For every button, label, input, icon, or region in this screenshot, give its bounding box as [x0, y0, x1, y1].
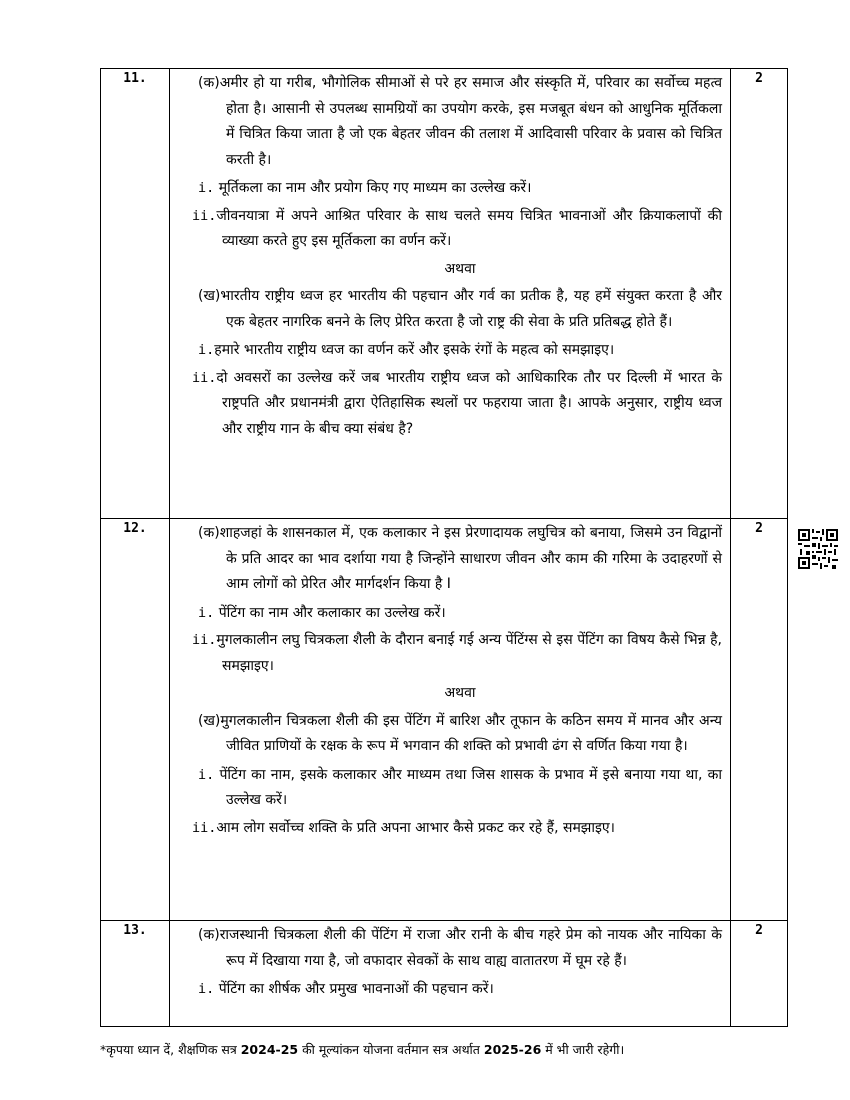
option-a-label: (क): [198, 927, 220, 943]
option-a-text: अमीर हो या गरीब, भौगोलिक सीमाओं से परे हर समाज और संस्कृति में, परिवार का सर्वोच्च महत्व होता है। आसानी से उपलब्ध सामग्रियों का उपयोग करके, इस मजबूत बंधन को आधुनिक मूर्तिकला में चित्रित किया जाता है जो एक बेहतर जीवन की तलाश में आदिवासी परिवार के प्रवास को चित्रित करती है।: [219, 75, 722, 168]
sub-text: आम लोग सर्वोच्च शक्ति के प्रति अपना आभार कैसे प्रकट कर रहे हैं, समझाइए।: [216, 819, 615, 836]
footer-session-next: 2025-26: [483, 1042, 542, 1057]
question-body: [170, 519, 731, 921]
sub-question-ii: [192, 816, 722, 842]
footer-session-current: 2024-25: [240, 1042, 299, 1057]
qr-code-icon: [798, 529, 838, 569]
footer-suffix: में भी जारी रहेगी।: [541, 1042, 625, 1057]
question-number: 11.: [101, 69, 170, 519]
sub-text: हमारे भारतीय राष्ट्रीय ध्वज का वर्णन करें और इसके रंगों के महत्व को समझाइए।: [214, 342, 615, 358]
sub-text: मुगलकालीन लघु चित्रकला शैली के दौरान बनाई गई अन्य पेंटिंग्स से इस पेंटिंग का विषय कैसे भिन्न है, समझाइए।: [216, 632, 722, 674]
option-a: [198, 923, 722, 974]
option-b-text: भारतीय राष्ट्रीय ध्वज हर भारतीय की पहचान और गर्व का प्रतीक है, यह हमें संयुक्त करता है और एक बेहतर नागरिक बनने के लिए प्रेरित करता है जो राष्ट्र की सेवा के प्रति प्रतिबद्ध होते हैं।: [220, 288, 722, 330]
footer-middle: की मूल्यांकन योजना वर्तमान सत्र अर्थात: [298, 1042, 484, 1057]
option-a: [198, 521, 722, 598]
option-a-text: राजस्थानी चित्रकला शैली की पेंटिंग में राजा और रानी के बीच गहरे प्रेम को नायक और नायिका के रूप में दिखाया गया है, जो वफादार सेवकों के साथ वाह्य वातातरण में घूम रहे हैं।: [219, 927, 722, 969]
question-marks: 2: [731, 519, 788, 921]
question-row: [101, 519, 788, 921]
sub-question-i: [198, 176, 722, 202]
question-marks: 2: [731, 921, 788, 1027]
sub-text: पेंटिंग का नाम और कलाकार का उल्लेख करें।: [218, 604, 446, 621]
footer-note: [100, 1041, 624, 1058]
footer-prefix: *कृपया ध्यान दें, शैक्षणिक सत्र: [100, 1042, 241, 1057]
sub-text: दो अवसरों का उल्लेख करें जब भारतीय राष्ट्रीय ध्वज को आधिकारिक तौर पर दिल्ली में भारत के राष्ट्रपति और प्रधानमंत्री द्वारा ऐतिहासिक स्थलों पर फहराया जाता है। आपके अनुसार, राष्ट्रीय ध्वज और राष्ट्रीय गान के बीच क्या संबंध है?: [216, 369, 722, 437]
option-a: [198, 71, 722, 173]
option-a-label: (क): [198, 75, 220, 91]
question-number: 12.: [101, 519, 170, 921]
option-b-label: (ख): [198, 712, 221, 729]
option-b: [198, 284, 722, 335]
option-b-text: मुगलकालीन चित्रकला शैली की इस पेंटिंग में बारिश और तूफान के कठिन समय में मानव और अन्य जीवित प्राणियों के रक्षक के रूप में भगवान की शक्ति को प्रभावी ढंग से वर्णित किया गया है।: [220, 712, 722, 754]
sub-question-i: [198, 338, 722, 364]
sub-label: i.: [198, 342, 215, 358]
option-b: [198, 709, 722, 760]
sub-question-i: [198, 977, 722, 1003]
sub-question-i: [198, 763, 722, 814]
sub-question-ii: [192, 204, 722, 255]
or-divider: अथवा: [444, 260, 476, 277]
sub-label: ii.: [192, 369, 217, 386]
question-row: [101, 69, 788, 519]
option-b-label: (ख): [198, 288, 221, 304]
sub-label: ii.: [192, 632, 217, 648]
sub-text: पेंटिंग का शीर्षक और प्रमुख भावनाओं की पहचान करें।: [218, 981, 494, 997]
or-divider: अथवा: [444, 685, 476, 701]
option-a-label: (क): [198, 525, 220, 541]
option-a-text: शाहजहां के शासनकाल में, एक कलाकार ने इस प्रेरणादायक लघुचित्र को बनाया, जिसमे उन विद्वानों के प्रति आदर का भाव दर्शाया गया है जिन्होंने साधारण जीवन और काम की गरिमा के उदाहरणों से आम लोगों को प्रेरित और मार्गदर्शन किया है I: [219, 525, 722, 592]
sub-label: ii.: [192, 207, 217, 224]
sub-text: मूर्तिकला का नाम और प्रयोग किए गए माध्यम का उल्लेख करें।: [218, 180, 532, 196]
sub-label: i.: [198, 604, 215, 621]
sub-label: ii.: [192, 819, 217, 836]
sub-label: i.: [198, 766, 215, 783]
sub-question-i: [198, 601, 722, 627]
sub-label: i.: [198, 981, 215, 997]
question-marks: 2: [731, 69, 788, 519]
question-body: [170, 921, 731, 1027]
question-row: [101, 921, 788, 1027]
sub-question-ii: [192, 628, 722, 679]
sub-text: पेंटिंग का नाम, इसके कलाकार और माध्यम तथा जिस शासक के प्रभाव में इसे बनाया गया था, का उल्लेख करें।: [219, 766, 722, 808]
sub-question-ii: [192, 366, 722, 443]
question-number: 13.: [101, 921, 170, 1027]
sub-text: जीवनयात्रा में अपने आश्रित परिवार के साथ चलते समय चित्रित भावनाओं और क्रियाकलापों की व्याख्या करते हुए इस मूर्तिकला का वर्णन करें।: [216, 207, 722, 249]
questions-table: [100, 68, 788, 1027]
question-body: [170, 69, 731, 519]
sub-label: i.: [198, 180, 215, 196]
